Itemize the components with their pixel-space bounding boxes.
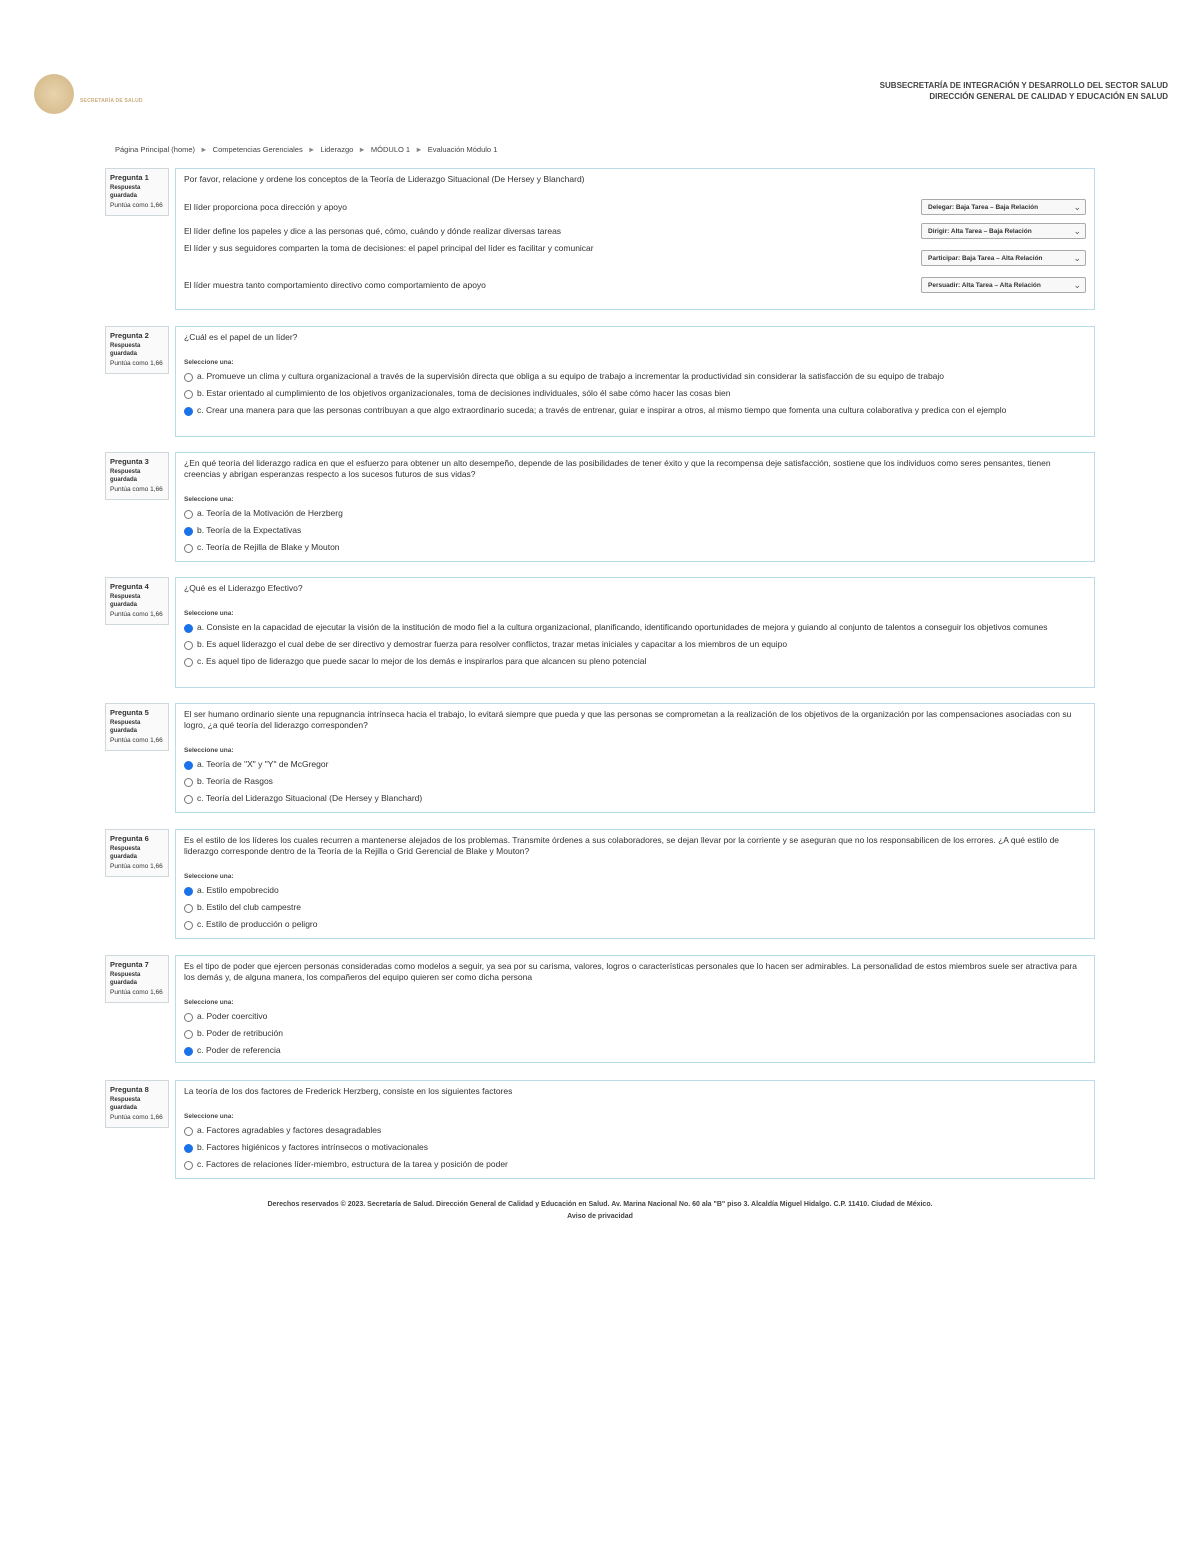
answer-option[interactable]	[184, 1159, 1086, 1170]
radio-button-selected[interactable]	[184, 1047, 193, 1056]
question-info	[105, 452, 169, 500]
match-select-value: Dirigir: Alta Tarea – Baja Relación	[928, 227, 1032, 235]
option-text: a. Estilo empobrecido	[197, 885, 279, 895]
breadcrumb-separator-icon: ►	[307, 145, 316, 154]
question-info	[105, 577, 169, 625]
select-one-label: Seleccione una:	[184, 359, 234, 366]
option-text: b. Teoría de la Expectativas	[197, 525, 302, 535]
privacy-notice-link[interactable]: Aviso de privacidad	[567, 1213, 633, 1220]
select-one-label: Seleccione una:	[184, 747, 234, 754]
match-label: El líder define los papeles y dice a las personas qué, cómo, cuándo y dónde realizar diversas tareas	[184, 225, 562, 236]
radio-button[interactable]	[184, 544, 193, 553]
answer-option[interactable]	[184, 542, 1086, 553]
question-content	[175, 326, 1095, 437]
answer-option[interactable]	[184, 371, 1086, 382]
match-label: El líder muestra tanto comportamiento directivo como comportamiento de apoyo	[184, 279, 486, 290]
option-text: b. Es aquel liderazgo el cual debe de ser directivo y demostrar fuerza para resolver conflictos, trazar metas iniciales y capacitar a los miembros de un equipo	[197, 639, 788, 649]
question-info	[105, 829, 169, 877]
question-marks: Puntúa como 1,66	[110, 989, 163, 996]
question-content	[175, 829, 1095, 939]
match-row	[184, 195, 1086, 219]
select-one-label: Seleccione una:	[184, 1113, 234, 1120]
answer-option[interactable]	[184, 1125, 1086, 1136]
question-text: ¿Qué es el Liderazgo Efectivo?	[184, 583, 303, 593]
question-content	[175, 577, 1095, 688]
radio-button[interactable]	[184, 390, 193, 399]
option-text: c. Teoría de Rejilla de Blake y Mouton	[197, 542, 340, 552]
option-text: b. Teoría de Rasgos	[197, 776, 273, 786]
question-content	[175, 168, 1095, 310]
logo-text: SECRETARÍA DE SALUD	[80, 98, 143, 104]
select-one-label: Seleccione una:	[184, 873, 234, 880]
question-text: Por favor, relacione y ordene los conceptos de la Teoría de Liderazgo Situacional (De Hersey y Blanchard)	[184, 174, 585, 184]
option-text: a. Consiste en la capacidad de ejecutar la visión de la institución de modo fiel a la cultura organizacional, planificando, identificando oportunidades de mejora y guiando al conjunto de talentos a conseguir los objetivos comunes	[197, 622, 1048, 632]
organization-name	[880, 80, 1168, 102]
question-text: Es el estilo de los líderes los cuales recurren a mantenerse alejados de los problemas. Transmite órdenes a sus colaboradores, se dejan llevar por la corriente y se aseguran que no los responsabilicen de los errores. ¿A qué estilo de liderazgo corresponde dentro de la Teoría de la Rejilla o Grid Gerencial de Blake y Mouton?	[184, 835, 1060, 856]
org-line-2: DIRECCIÓN GENERAL DE CALIDAD Y EDUCACIÓN EN SALUD	[929, 92, 1168, 101]
question-content	[175, 955, 1095, 1063]
option-text: c. Poder de referencia	[197, 1045, 281, 1055]
question-content	[175, 703, 1095, 813]
radio-button[interactable]	[184, 921, 193, 930]
option-text: b. Estar orientado al cumplimiento de los objetivos organizacionales, toma de decisiones individuales, sólo él sabe cómo hacer las cosas bien	[197, 388, 731, 398]
answer-option[interactable]	[184, 902, 1086, 913]
question-number: Pregunta 6	[110, 834, 149, 843]
radio-button[interactable]	[184, 904, 193, 913]
answer-option[interactable]	[184, 1045, 1086, 1056]
question-state: Respuesta guardada	[110, 972, 141, 986]
match-select[interactable]	[921, 199, 1086, 215]
page-footer	[0, 1199, 1200, 1223]
page-header	[0, 0, 1200, 130]
radio-button-selected[interactable]	[184, 1144, 193, 1153]
radio-button[interactable]	[184, 1030, 193, 1039]
answer-option[interactable]	[184, 656, 1086, 667]
match-select[interactable]	[921, 223, 1086, 239]
footer-copyright: Derechos reservados © 2023. Secretaría de Salud. Dirección General de Calidad y Educación en Salud. Av. Marina Nacional No. 60 ala "B" piso 3. Alcaldía Miguel Hidalgo. C.P. 11410. Ciudad de México.	[267, 1201, 933, 1208]
option-text: b. Estilo del club campestre	[197, 902, 301, 912]
question-number: Pregunta 1	[110, 173, 149, 182]
question-number: Pregunta 4	[110, 582, 149, 591]
question-info	[105, 703, 169, 751]
answer-option[interactable]	[184, 525, 1086, 536]
match-row	[184, 273, 1086, 297]
option-text: a. Factores agradables y factores desagradables	[197, 1125, 382, 1135]
select-one-label: Seleccione una:	[184, 496, 234, 503]
option-text: c. Teoría del Liderazgo Situacional (De Hersey y Blanchard)	[197, 793, 423, 803]
breadcrumb-separator-icon: ►	[415, 145, 423, 154]
question-text: ¿En qué teoría del liderazgo radica en que el esfuerzo para obtener un alto desempeño, depende de las posibilidades de tener éxito y que la recompensa deje satisfacción, sostiene que los individuos como seres pensantes, tienen creencias y abrigan esperanzas respecto a los sucesos futuros de sus vidas?	[184, 458, 1051, 479]
question-state: Respuesta guardada	[110, 343, 141, 357]
answer-option[interactable]	[184, 776, 1086, 787]
question-number: Pregunta 7	[110, 960, 149, 969]
option-text: a. Teoría de "X" y "Y" de McGregor	[197, 759, 329, 769]
option-text: c. Crear una manera para que las personas contribuyan a que algo extraordinario suceda; a través de entrenar, guiar e inspirar a otros, al mismo tiempo que fomenta una cultura colaborativa y predica con el ejemplo	[197, 405, 1007, 415]
option-text: b. Factores higiénicos y factores intrínsecos o motivacionales	[197, 1142, 429, 1152]
question-text: El ser humano ordinario siente una repugnancia intrínseca hacia el trabajo, lo evitará siempre que pueda y que las personas se comprometan a la realización de los objetivos de la organización por las compensaciones asociadas con su logro, ¿a qué teoría del liderazgo corresponden?	[184, 709, 1072, 730]
radio-button-selected[interactable]	[184, 887, 193, 896]
match-row	[184, 219, 1086, 243]
question-state: Respuesta guardada	[110, 594, 141, 608]
question-number: Pregunta 8	[110, 1085, 149, 1094]
radio-button[interactable]	[184, 1013, 193, 1022]
radio-button[interactable]	[184, 510, 193, 519]
question-state: Respuesta guardada	[110, 185, 141, 199]
answer-option[interactable]	[184, 1028, 1086, 1039]
option-text: a. Teoría de la Motivación de Herzberg	[197, 508, 343, 518]
answer-option[interactable]	[184, 639, 1086, 650]
answer-option[interactable]	[184, 885, 1086, 896]
chevron-down-icon: ⌄	[1073, 279, 1081, 290]
seal-icon	[34, 74, 74, 114]
org-line-1: SUBSECRETARÍA DE INTEGRACIÓN Y DESARROLLO DEL SECTOR SALUD	[879, 81, 1168, 90]
question-marks: Puntúa como 1,66	[110, 486, 163, 493]
match-label: El líder proporciona poca dirección y apoyo	[184, 201, 348, 212]
option-text: c. Es aquel tipo de liderazgo que puede sacar lo mejor de los demás e inspirarlos para que alcancen su pleno potencial	[197, 656, 647, 666]
question-marks: Puntúa como 1,66	[110, 202, 163, 209]
question-state: Respuesta guardada	[110, 469, 141, 483]
radio-button[interactable]	[184, 1161, 193, 1170]
answer-option[interactable]	[184, 405, 1086, 416]
radio-button-selected[interactable]	[184, 624, 193, 633]
question-state: Respuesta guardada	[110, 1097, 141, 1111]
breadcrumb-separator-icon: ►	[200, 145, 208, 154]
question-number: Pregunta 5	[110, 708, 149, 717]
radio-button[interactable]	[184, 1127, 193, 1136]
question-number: Pregunta 2	[110, 331, 149, 340]
answer-option[interactable]	[184, 793, 1086, 804]
chevron-down-icon: ⌄	[1073, 252, 1081, 263]
answer-option[interactable]	[184, 759, 1086, 770]
question-state: Respuesta guardada	[110, 846, 141, 860]
radio-button[interactable]	[184, 373, 193, 382]
breadcrumb-evaluacion[interactable]: Evaluación Módulo 1	[427, 145, 498, 154]
answer-option[interactable]	[184, 388, 1086, 399]
question-content	[175, 452, 1095, 562]
question-text: Es el tipo de poder que ejercen personas consideradas como modelos a seguir, ya sea por su carisma, valores, logros o características personales que lo hacen ser admirables. La personalidad de estos miembros suele ser atractiva para los demás y, de alguna manera, los compañeros del equipo quieren ser como dicha persona	[184, 961, 1077, 982]
radio-button-selected[interactable]	[184, 527, 193, 536]
breadcrumb-separator-icon: ►	[358, 145, 366, 154]
question-state: Respuesta guardada	[110, 720, 141, 734]
match-select-value: Participar: Baja Tarea – Alta Relación	[928, 254, 1043, 262]
match-label: El líder y sus seguidores comparten la toma de decisiones: el papel principal del líder es facilitar y comunicar	[184, 243, 594, 253]
question-info	[105, 1080, 169, 1128]
match-select-value: Delegar: Baja Tarea – Baja Relación	[928, 203, 1039, 211]
option-text: a. Poder coercitivo	[197, 1011, 268, 1021]
answer-option[interactable]	[184, 919, 1086, 930]
option-text: b. Poder de retribución	[197, 1028, 283, 1038]
answer-option[interactable]	[184, 508, 1086, 519]
secretaria-logo[interactable]	[34, 74, 143, 114]
radio-button[interactable]	[184, 795, 193, 804]
breadcrumb	[115, 145, 497, 154]
breadcrumb-competencias[interactable]: Competencias Gerenciales	[212, 145, 303, 154]
answer-option[interactable]	[184, 622, 1086, 633]
option-text: c. Factores de relaciones líder-miembro, estructura de la tarea y posición de poder	[197, 1159, 508, 1169]
question-info	[105, 168, 169, 216]
option-text: a. Promueve un clima y cultura organizacional a través de la supervisión directa que obliga a su equipo de trabajo a incrementar la productividad sin considerar la satisfacción de su equipo de trabajo	[197, 371, 945, 381]
chevron-down-icon: ⌄	[1073, 225, 1081, 236]
question-marks: Puntúa como 1,66	[110, 1114, 163, 1121]
match-select-value: Persuadir: Alta Tarea – Alta Relación	[928, 281, 1041, 289]
question-info	[105, 326, 169, 374]
radio-button-selected[interactable]	[184, 761, 193, 770]
match-select[interactable]	[921, 250, 1086, 266]
radio-button[interactable]	[184, 641, 193, 650]
question-marks: Puntúa como 1,66	[110, 863, 163, 870]
match-select[interactable]	[921, 277, 1086, 293]
select-one-label: Seleccione una:	[184, 999, 234, 1006]
breadcrumb-liderazgo[interactable]: Liderazgo	[320, 145, 354, 154]
question-text: ¿Cuál es el papel de un líder?	[184, 332, 298, 342]
question-marks: Puntúa como 1,66	[110, 611, 163, 618]
answer-option[interactable]	[184, 1142, 1086, 1153]
radio-button-selected[interactable]	[184, 407, 193, 416]
question-number: Pregunta 3	[110, 457, 149, 466]
select-one-label: Seleccione una:	[184, 610, 234, 617]
option-text: c. Estilo de producción o peligro	[197, 919, 318, 929]
radio-button[interactable]	[184, 778, 193, 787]
question-text: La teoría de los dos factores de Frederick Herzberg, consiste en los siguientes factores	[184, 1086, 513, 1096]
match-row	[184, 243, 1086, 273]
radio-button[interactable]	[184, 658, 193, 667]
question-info	[105, 955, 169, 1003]
question-marks: Puntúa como 1,66	[110, 737, 163, 744]
chevron-down-icon: ⌄	[1073, 201, 1081, 212]
question-content	[175, 1080, 1095, 1179]
breadcrumb-home[interactable]: Página Principal (home)	[115, 145, 196, 154]
breadcrumb-modulo[interactable]: MÓDULO 1	[370, 145, 411, 154]
answer-option[interactable]	[184, 1011, 1086, 1022]
question-marks: Puntúa como 1,66	[110, 360, 163, 367]
